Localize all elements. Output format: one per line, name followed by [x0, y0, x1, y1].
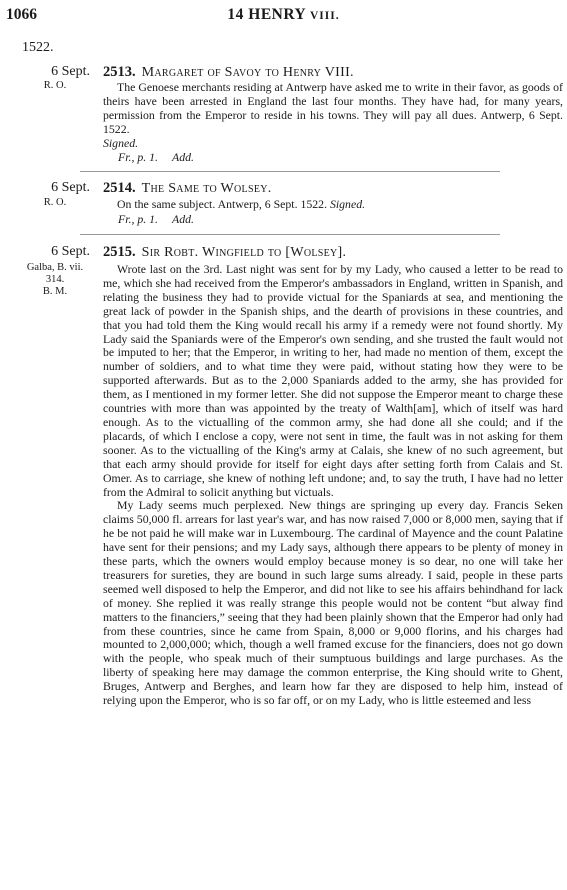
entry-notes — [118, 213, 558, 227]
page-number: 1066 — [6, 6, 37, 23]
paragraph: My Lady seems much perplexed. New things are springing up every day. Francis Seken claims 50,000 fl. arrears for last year's war, and has now raised 7,000 or 8,000 men, saying that if he be not paid he will make war in Luxembourg. The cardinal of Mayence and the count Palatine have sent for their pensions; and my Lady says, although there appears to be plenty of money in these parts, which the owners would employ because money is so dear, no one will take her treasurers for sureties, they are bound in such large sums already. I said, people in these parts seemed well disposed to help the Emperor, and did not like to see his affairs behindhand for lack of money. She replied it was really strange this people would not be content “but alway find matters to the financiers,” seeing that they had been plainly shown that the Emperor had only had from these countries, since he came from Spain, 8,000 or 9,000 florins, and his charges had mounted to 2,000,000; which, though a well framed excuse for the financiers, does not go down with the people, who speak much of their sumptuous buildings and large purchases. As the liberty of speaking here may damage the common enterprise, the King should write to Ghent, Bruges, Antwerp and Berghes, and learn how far they are disposed to help him, instead of relying upon the Emperor, who is so far off, or on my Lady, who is little esteemed and less — [103, 498, 563, 708]
entry-text — [103, 263, 563, 708]
section-divider — [80, 234, 500, 235]
entry-note-format: Fr., p. 1. — [118, 150, 158, 164]
section-divider — [80, 171, 500, 172]
entry-heading — [103, 180, 563, 197]
entry-source: Galba, B. vii. 314. B. M. — [26, 262, 84, 298]
entry-text — [103, 198, 563, 212]
entry-number: 2513. — [103, 64, 136, 80]
entry-text — [103, 81, 563, 137]
entry-date: 6 Sept. — [51, 180, 90, 195]
entry-body: On the same subject. Antwerp, 6 Sept. 1522. — [117, 197, 328, 211]
entry-date: 6 Sept. — [51, 244, 90, 259]
year-label: 1522. — [22, 40, 54, 55]
entry-number: 2514. — [103, 180, 136, 196]
entry-number: 2515. — [103, 244, 136, 260]
entry-source: R. O. — [43, 197, 67, 208]
entry-signed: Signed. — [329, 197, 366, 211]
entry-heading — [103, 64, 563, 81]
entry-source: R. O. — [43, 80, 67, 91]
entry-body: The Genoese merchants residing at Antwerp have asked me to write in their favor, as goods of theirs have been arrested in England the last four months. They have had, for many years, permission from the Emperor to reside in his towns. They will pay all dues. Antwerp, 6 Sept. 1522. — [103, 80, 563, 136]
entry-notes — [118, 151, 558, 165]
running-title-main: 14 HENRY — [227, 6, 306, 23]
paragraph: Wrote last on the 3rd. Last night was sent for by my Lady, who caused a letter to be read to me, which she had received from the Emperor's ambassadors in England, written in Spanish, and relating the business they had to provide victual for the Spaniards at sea, and mentioning the great lack of powder in the Spanish ships, and the dearth of provisions in these countries, and that you had told them the King would recall his army if a remedy were not found shortly. My Lady said the Spaniards were of the Emperor's own sending, and she trusted the fault would not be imputed to her; that the Emperor, in writing to her, had made no mention of them, except the number of soldiers, and to what time they were paid, without stating how they were to be supported afterwards. But as to the 2,000 Spaniards added to the army, she has provided for them, as I mentioned in my former letter. She did not suppose the Emperor meant to charge these countries with more than was appointed by the treaty of Walth[am], which of itself was hard enough. As to the victualling of the common army, she had done all she could; and if the placards, of which I enclose a copy, were not sent in time, the fault was in not asking for them sooner. As to the victualling of the King's army at Calais, she knew of no such agreement, but that each army should provide for itself for eight days after setting forth from Calais and St. Omer. As to carriage, she knew of nothing left undone; and, to say the truth, I have had no letter from the Admiral to solicit anything but victuals. — [103, 262, 563, 499]
entry-title: Margaret of Savoy to Henry VIII. — [141, 65, 354, 80]
running-title — [0, 6, 567, 24]
entry-title: Sir Robt. Wingfield to [Wolsey]. — [141, 245, 347, 260]
entry-note-address: Add. — [171, 150, 194, 164]
page-header — [0, 4, 567, 26]
entry-title: The Same to Wolsey. — [141, 181, 272, 196]
entry-signed: Signed. — [103, 136, 139, 150]
entry-note-format: Fr., p. 1. — [118, 212, 158, 226]
entry-heading — [103, 244, 563, 261]
entry-date: 6 Sept. — [51, 64, 90, 79]
running-title-regnal: VIII. — [310, 10, 340, 22]
entry-note-address: Add. — [171, 212, 194, 226]
